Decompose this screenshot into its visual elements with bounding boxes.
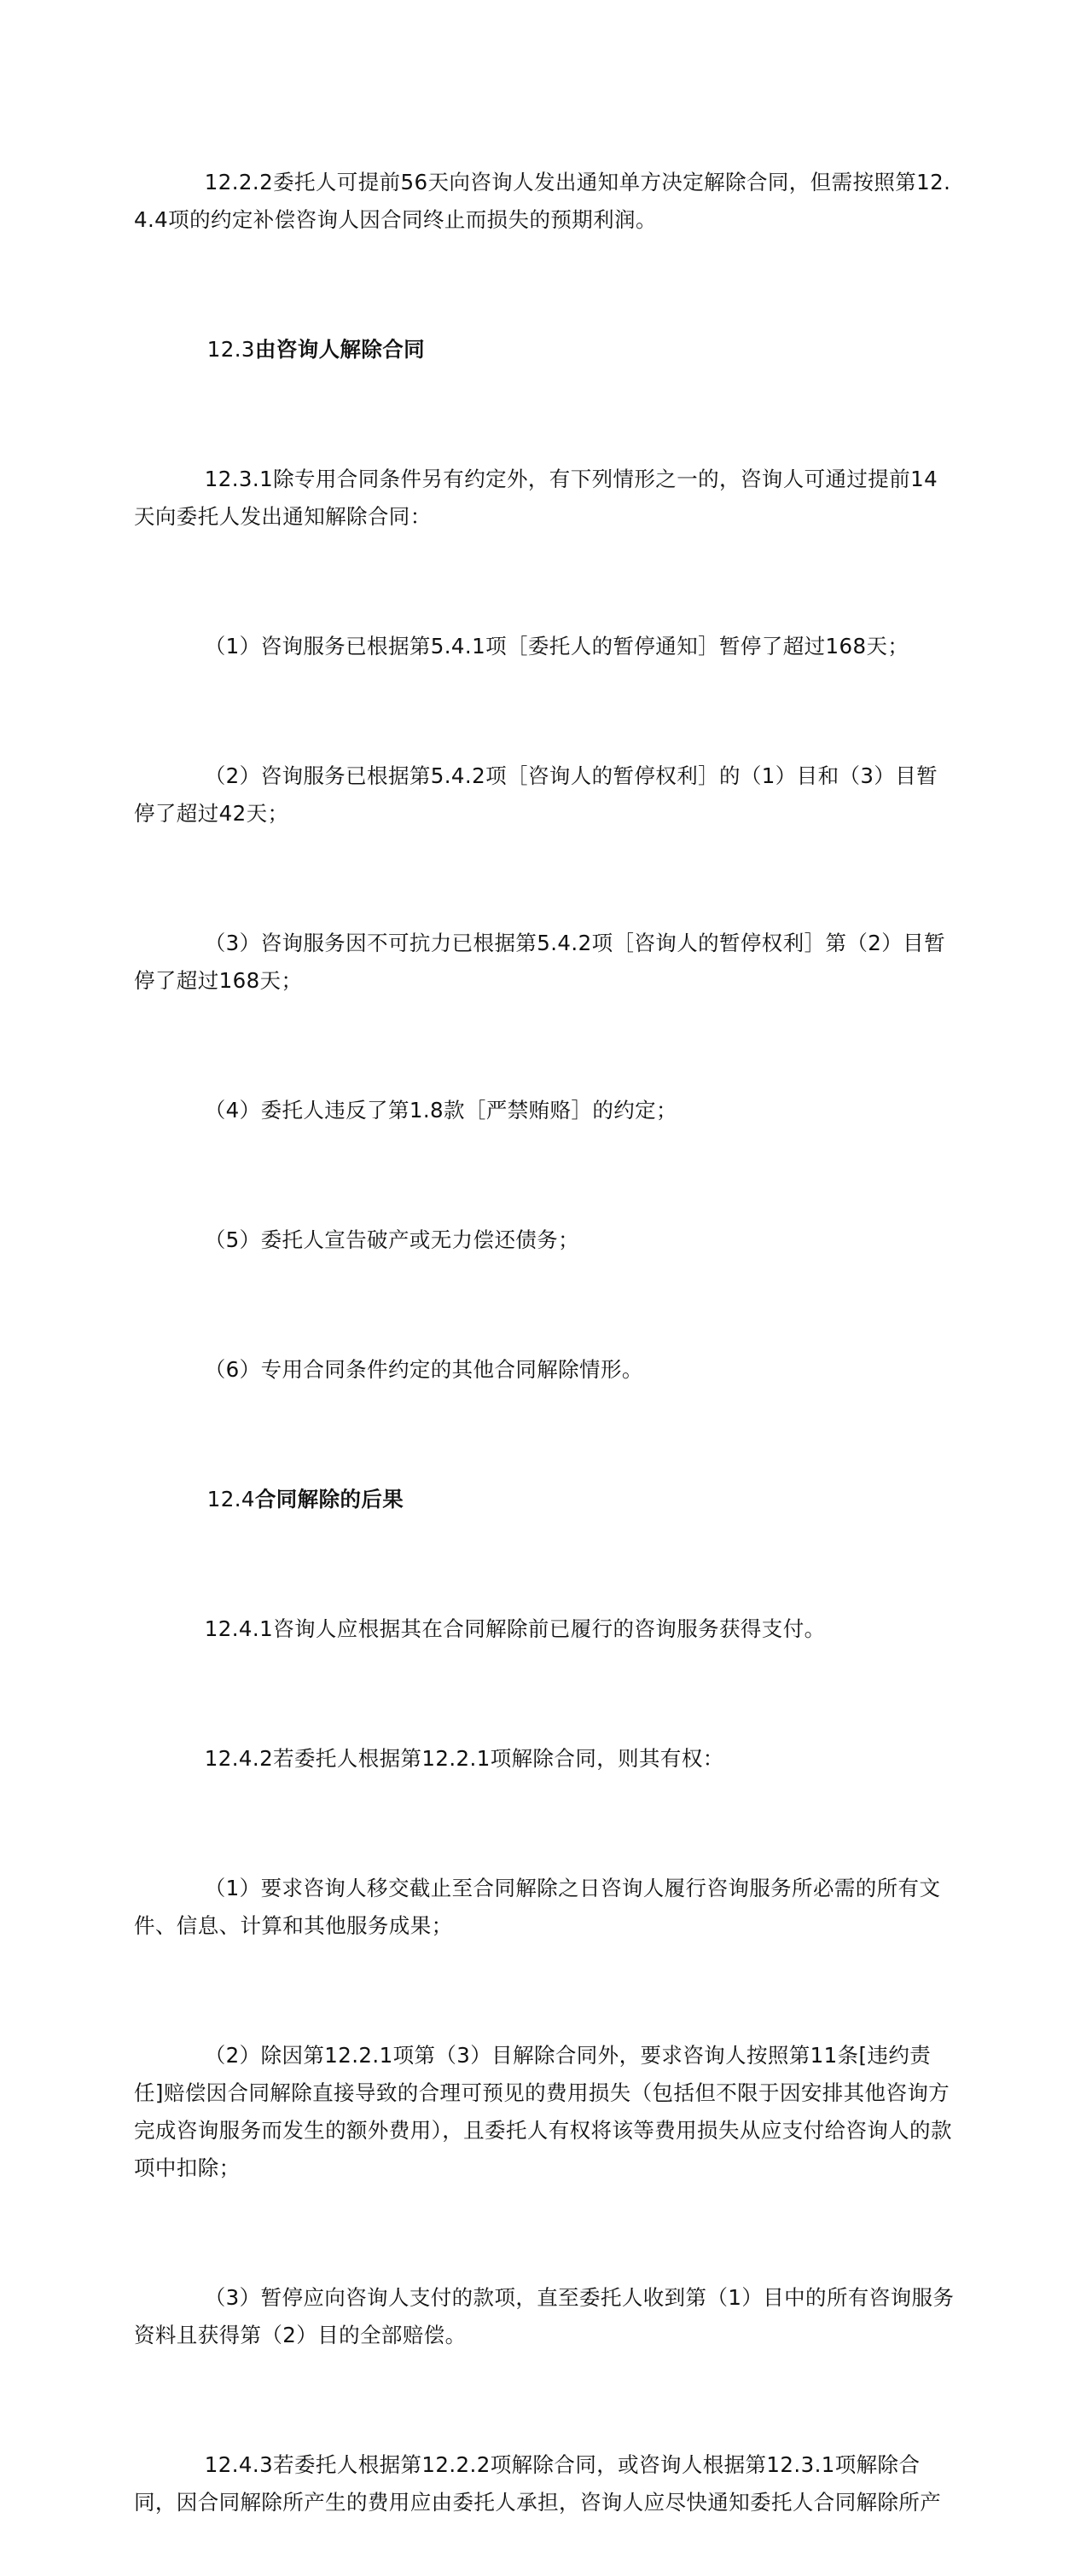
clause-text: 若委托人根据第12.2.2项解除合同，或咨询人根据第12.3.1项解除合同，因合同解除所产生的费用应由委托人承担，咨询人应尽快通知委托人合同解除所产 [134,2452,942,2515]
item-text: 暂停应向咨询人支付的款项，直至委托人收到第（1）目中的所有咨询服务资料且获得第（2）目的全部赔偿。 [134,2285,955,2347]
clause-number: 12.4.2 [204,1746,274,1771]
item-text: 要求咨询人移交截止至合同解除之日咨询人履行咨询服务所必需的所有文件、信息、计算和其他服务成果； [134,1876,941,1938]
section-title: 由咨询人解除合同 [254,337,426,362]
clause-12-2-2 [134,126,958,276]
list-item [134,1054,958,1167]
clause-12-4-2 [134,1703,958,1815]
clause-text: 咨询人应根据其在合同解除前已履行的咨询服务获得支付。 [273,1616,826,1641]
list-item [134,1184,958,1297]
item-text: 咨询服务已根据第5.4.2项［咨询人的暂停权利］的（1）目和（3）目暂停了超过42天； [134,763,938,826]
list-item [134,720,958,870]
section-heading-12-3 [134,293,958,406]
clause-text: 除专用合同条件另有约定外，有下列情形之一的，咨询人可通过提前14天向委托人发出通知解除合同： [134,467,938,529]
item-number: （3） [204,931,261,955]
item-text: 委托人违反了第1.8款［严禁贿赂］的约定； [260,1098,677,1123]
item-number: （4） [204,1098,261,1123]
item-number: （6） [204,1357,261,1382]
document-page [134,126,958,2576]
clause-12-4-3 [134,2409,958,2559]
list-item [134,2242,958,2392]
clause-number: 12.2.2 [204,170,274,194]
item-number: （5） [204,1227,261,1252]
clause-text: 委托人可提前56天向咨询人发出通知单方决定解除合同，但需按照第12.4.4项的约定补偿咨询人因合同终止而损失的预期利润。 [134,170,951,232]
clause-text: 若委托人根据第12.2.1项解除合同，则其有权： [273,1746,724,1771]
section-number: 12.3 [206,337,255,362]
item-number: （1） [204,1876,261,1900]
item-text: 委托人宣告破产或无力偿还债务； [260,1227,580,1252]
section-title: 合同解除的后果 [254,1487,404,1511]
section-number: 12.4 [206,1487,255,1511]
item-text: 除因第12.2.1项第（3）目解除合同外，要求咨询人按照第11条[违约责任]赔偿因合同解除直接导致的合理可预见的费用损失（包括但不限于因安排其他咨询方完成咨询服务而发生的额外费用），且委托人有权将该等费用损失从应支付给咨询人的款项中扣除； [134,2043,952,2180]
clause-12-4-1 [134,1573,958,1685]
item-number: （2） [204,763,261,788]
section-heading-12-4 [134,1443,958,1556]
clause-number: 12.4.1 [204,1616,274,1641]
list-item [134,590,958,703]
item-text: 专用合同条件约定的其他合同解除情形。 [260,1357,643,1382]
list-item [134,1832,958,1982]
clause-12-3-1 [134,423,958,573]
clause-number: 12.4.3 [204,2452,274,2477]
item-text: 咨询服务因不可抗力已根据第5.4.2项［咨询人的暂停权利］第（2）目暂停了超过168天； [134,931,945,993]
clause-number: 12.3.1 [204,467,274,491]
item-number: （1） [204,634,261,659]
list-item [134,1999,958,2225]
list-item [134,1314,958,1426]
list-item [134,887,958,1037]
item-number: （3） [204,2285,261,2310]
item-text: 咨询服务已根据第5.4.1项［委托人的暂停通知］暂停了超过168天； [260,634,909,659]
item-number: （2） [204,2043,261,2068]
